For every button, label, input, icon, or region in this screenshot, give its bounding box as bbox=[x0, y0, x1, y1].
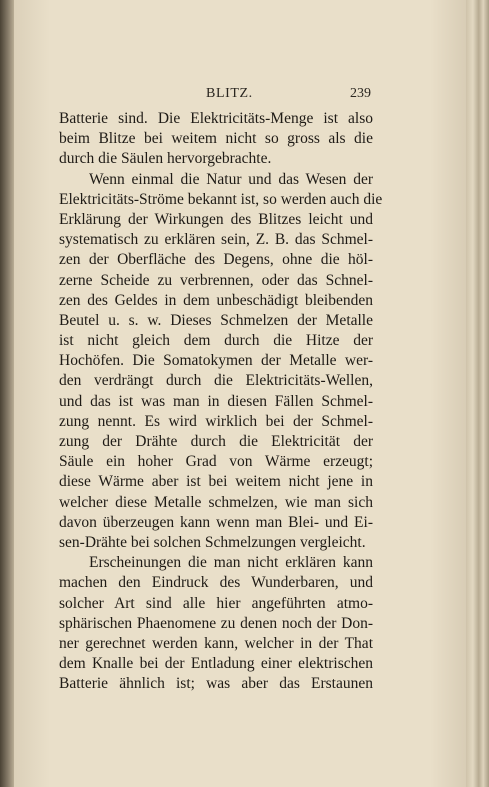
text-line: ist nicht gleich dem durch die Hitze der bbox=[59, 332, 373, 350]
book-gutter bbox=[0, 0, 14, 787]
text-line: Hochöfen. Die Somatokymen der Metalle wer- bbox=[59, 352, 373, 370]
text-line: diese Wärme aber ist bei weitem nicht jene in bbox=[59, 473, 373, 491]
text-line: zen des Geldes in dem unbeschädigt bleibenden bbox=[59, 291, 373, 309]
text-line: Elektricitäts-Ströme bekannt ist, so werden auch die bbox=[59, 190, 383, 208]
text-line: Wenn einmal die Natur und das Wesen der bbox=[89, 170, 373, 188]
text-line: zung nennt. Es wird wirklich bei der Schmel- bbox=[59, 412, 373, 430]
page-edges bbox=[466, 0, 489, 787]
text-line: Batterie sind. Die Elektricitäts-Menge ist also bbox=[59, 110, 373, 127]
text-line: Erklärung der Wirkungen des Blitzes leicht und bbox=[59, 210, 373, 228]
text-line: und das ist was man in diesen Fällen Schmel- bbox=[59, 392, 373, 410]
text-line: dem Knalle bei der Entladung einer elektrischen bbox=[59, 655, 373, 673]
text-line: Beutel u. s. w. Dieses Schmelzen der Metalle bbox=[59, 311, 373, 329]
text-line: solcher Art sind alle hier angeführten atmo- bbox=[59, 594, 373, 612]
text-line: zung der Drähte durch die Elektricität der bbox=[59, 433, 373, 450]
text-line: Säule ein hoher Grad von Wärme erzeugt; bbox=[59, 453, 373, 471]
text-line: systematisch zu erklären sein, Z. B. das Schmel- bbox=[59, 231, 373, 249]
text-line: den verdrängt durch die Elektricitäts-Wellen, bbox=[59, 372, 373, 390]
text-line: machen den Eindruck des Wunderbaren, und bbox=[59, 574, 373, 592]
text-line: durch die Säulen hervorgebrachte. bbox=[59, 150, 272, 168]
page-number: 239 bbox=[350, 86, 371, 101]
text-line: welcher diese Metalle schmelzen, wie man sich bbox=[59, 493, 373, 511]
body-text bbox=[59, 109, 383, 694]
text-line: Erscheinungen die man nicht erklären kann bbox=[89, 554, 373, 572]
text-line: zerne Scheide zu verbrennen, oder das Schnel- bbox=[59, 271, 373, 289]
text-line: sen-Drähte bei solchen Schmelzungen vergleicht. bbox=[59, 533, 366, 551]
text-line: Batterie ähnlich ist; was aber das Erstaunen bbox=[59, 675, 373, 693]
text-line: sphärischen Phaenomene zu denen noch der Don- bbox=[59, 614, 373, 632]
text-line: ner gerechnet werden kann, welcher in der That bbox=[59, 634, 373, 652]
text-line: zen der Oberfläche des Degens, ohne die höl- bbox=[59, 251, 373, 269]
running-head: BLITZ. bbox=[206, 86, 253, 101]
text-line: beim Blitze bei weitem nicht so gross als die bbox=[59, 130, 373, 148]
text-line: davon überzeugen kann wenn man Blei- und Ei- bbox=[59, 513, 373, 531]
